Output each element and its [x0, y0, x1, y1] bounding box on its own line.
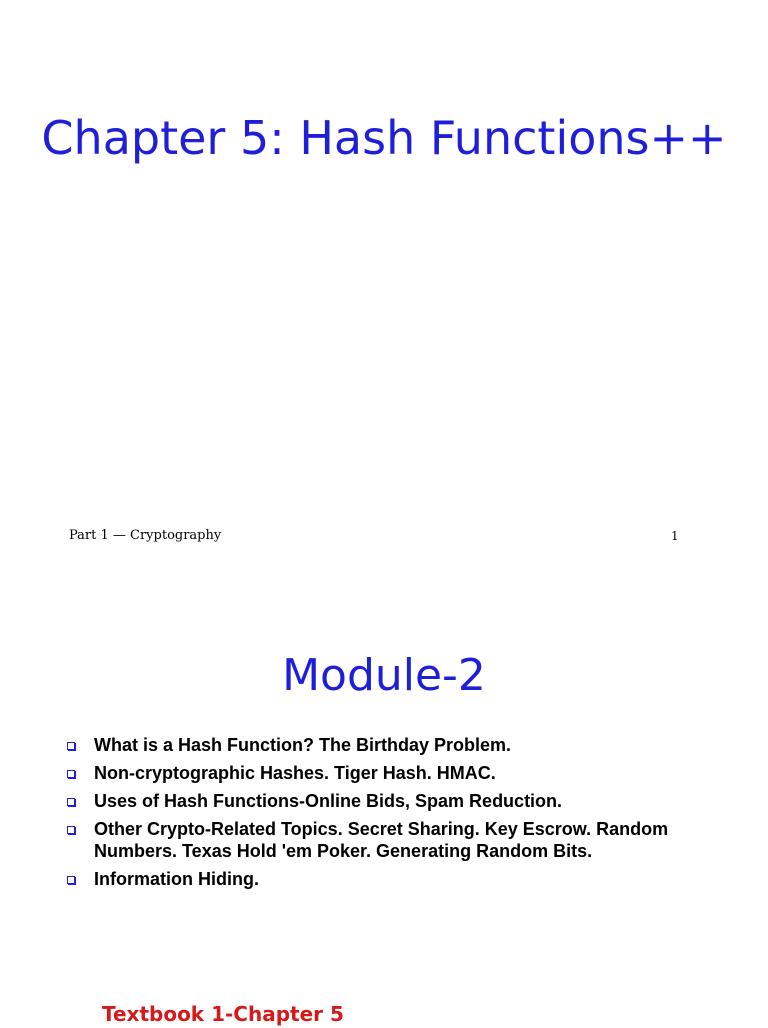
square-bullet-icon: [67, 770, 75, 778]
list-item: [64, 868, 704, 890]
list-item: [64, 818, 704, 862]
list-item-text: Other Crypto-Related Topics. Secret Sharing. Key Escrow. Random Numbers. Texas Hold 'em Poker. Generating Random Bits.: [94, 819, 669, 861]
page-number: 1: [671, 529, 679, 543]
list-item-text: What is a Hash Function? The Birthday Problem.: [94, 735, 512, 755]
square-bullet-icon: [67, 826, 75, 834]
module-title: Module-2: [282, 650, 486, 701]
module-topics-list: [64, 734, 704, 896]
textbook-reference: Textbook 1-Chapter 5: [102, 1002, 344, 1026]
chapter-title: Chapter 5: Hash Functions++: [41, 111, 727, 165]
square-bullet-icon: [67, 876, 75, 884]
list-item-text: Uses of Hash Functions-Online Bids, Spam Reduction.: [94, 791, 563, 811]
square-bullet-icon: [67, 742, 75, 750]
list-item-text: Information Hiding.: [94, 869, 259, 889]
square-bullet-icon: [67, 798, 75, 806]
footer-part-label: Part 1 — Cryptography: [69, 528, 222, 543]
list-item: [64, 734, 704, 756]
list-item-text: Non-cryptographic Hashes. Tiger Hash. HMAC.: [94, 763, 496, 783]
list-item: [64, 790, 704, 812]
list-item: [64, 762, 704, 784]
